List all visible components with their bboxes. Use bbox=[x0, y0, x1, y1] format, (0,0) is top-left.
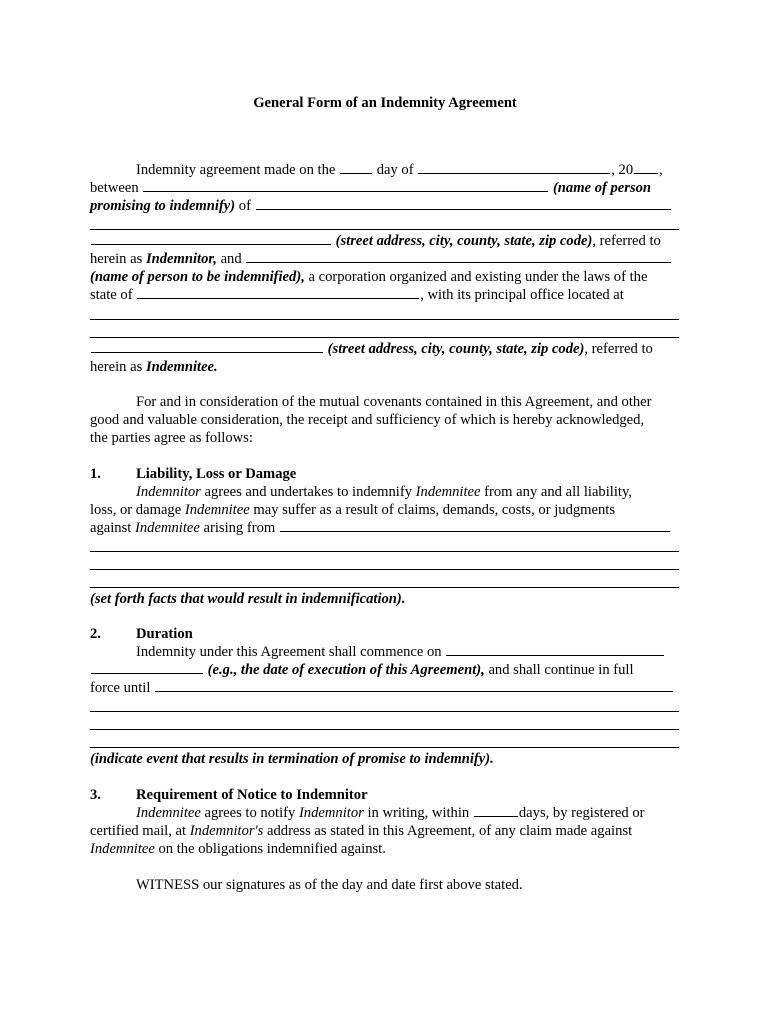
termination-blank-3[interactable] bbox=[90, 729, 679, 730]
section-2-line-2: (e.g., the date of execution of this Agreement), and shall continue in full bbox=[90, 661, 634, 679]
indemnitor-address-blank-1[interactable] bbox=[256, 197, 671, 210]
intro-line-6: herein as Indemnitor, and bbox=[90, 250, 672, 268]
section-2-line-1: Indemnity under this Agreement shall commence on bbox=[136, 643, 665, 661]
document-title: General Form of an Indemnity Agreement bbox=[253, 95, 517, 111]
day-blank[interactable] bbox=[340, 161, 372, 174]
consideration-line-3: the parties agree as follows: bbox=[90, 430, 253, 446]
intro-line-7: (name of person to be indemnified), a corporation organized and existing under the laws of the bbox=[90, 269, 648, 285]
section-3-number: 3. bbox=[90, 787, 101, 803]
section-2-line-3: force until bbox=[90, 679, 674, 697]
notice-days-blank[interactable] bbox=[474, 804, 518, 817]
intro-line-3: promising to indemnify) of bbox=[90, 197, 672, 215]
section-2-heading: Duration bbox=[136, 626, 193, 642]
intro-line-2: between (name of person bbox=[90, 180, 652, 196]
section-1-line-1: Indemnitor agrees and undertakes to indemnify Indemnitee from any and all liability, bbox=[136, 484, 632, 500]
termination-blank-2[interactable] bbox=[90, 711, 679, 712]
termination-blank-4[interactable] bbox=[90, 747, 679, 748]
intro-line-1: Indemnity agreement made on the day of , 20 , bbox=[136, 162, 663, 178]
section-2-number: 2. bbox=[90, 626, 101, 642]
section-3-line-1: Indemnitee agrees to notify Indemnitor in writing, within days, by registered or bbox=[136, 805, 645, 821]
section-1-note: (set forth facts that would result in indemnification). bbox=[90, 591, 406, 607]
commence-date-blank[interactable] bbox=[446, 643, 664, 656]
section-2-note: (indicate event that results in termination of promise to indemnify). bbox=[90, 751, 494, 767]
commence-date-blank-2[interactable] bbox=[91, 661, 203, 674]
facts-blank-3[interactable] bbox=[90, 569, 679, 570]
indemnitor-address-blank-2[interactable] bbox=[90, 229, 679, 230]
termination-blank-1[interactable] bbox=[155, 679, 673, 692]
witness-line: WITNESS our signatures as of the day and date first above stated. bbox=[136, 877, 523, 893]
section-3-line-3: Indemnitee on the obligations indemnified against. bbox=[90, 841, 386, 857]
intro-line-11: (street address, city, county, state, zip code), referred to bbox=[90, 340, 653, 358]
indemnitee-address-blank-3[interactable] bbox=[91, 340, 323, 353]
section-1-line-2: loss, or damage Indemnitee may suffer as a result of claims, demands, costs, or judgments bbox=[90, 502, 616, 518]
section-3-line-2: certified mail, at Indemnitor's address as stated in this Agreement, of any claim made against bbox=[90, 823, 633, 839]
intro-line-12: herein as Indemnitee. bbox=[90, 359, 218, 375]
consideration-line-1: For and in consideration of the mutual covenants contained in this Agreement, and other bbox=[136, 394, 652, 410]
facts-blank-4[interactable] bbox=[90, 587, 679, 588]
indemnitor-address-blank-3[interactable] bbox=[91, 232, 331, 245]
month-blank[interactable] bbox=[418, 161, 610, 174]
consideration-line-2: good and valuable consideration, the receipt and sufficiency of which is hereby acknowledged, bbox=[90, 412, 645, 428]
indemnitee-address-blank-1[interactable] bbox=[90, 319, 679, 320]
section-1-number: 1. bbox=[90, 466, 101, 482]
indemnitor-name-blank[interactable] bbox=[143, 179, 548, 192]
section-1-line-3: against Indemnitee arising from bbox=[90, 519, 671, 537]
intro-line-8: state of , with its principal office located at bbox=[90, 287, 624, 303]
indemnitee-name-blank[interactable] bbox=[246, 250, 671, 263]
section-3-heading: Requirement of Notice to Indemnitor bbox=[136, 787, 368, 803]
state-blank[interactable] bbox=[137, 286, 419, 299]
intro-line-5: (street address, city, county, state, zip code), referred to bbox=[90, 232, 661, 250]
year-blank[interactable] bbox=[634, 161, 658, 174]
indemnitee-address-blank-2[interactable] bbox=[90, 337, 679, 338]
section-1-heading: Liability, Loss or Damage bbox=[136, 466, 297, 482]
facts-blank-2[interactable] bbox=[90, 551, 679, 552]
facts-blank-1[interactable] bbox=[280, 519, 670, 532]
